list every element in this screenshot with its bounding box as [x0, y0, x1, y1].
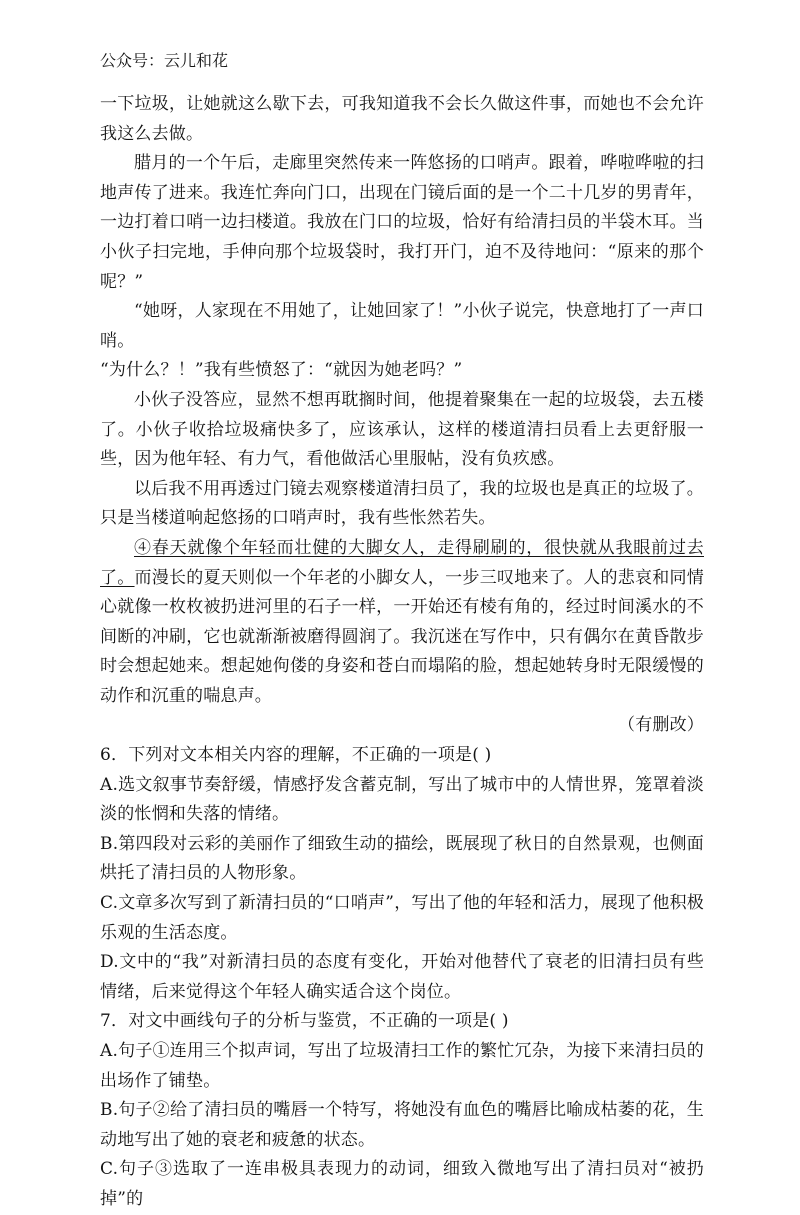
- underlined-sentence-4: ④春天就像个年轻而壮健的大脚女人，走得刷刷的，很快就从我眼前过去了。: [100, 537, 704, 588]
- passage-paragraph-6: [100, 534, 704, 712]
- passage-paragraph-3a: “她呀，人家现在不用她了，让她回家了！”小伙子说完，快意地打了一声口哨。: [100, 301, 704, 351]
- question-7-option-a: A.句子①连用三个拟声词，写出了垃圾清扫工作的繁忙冗杂，为接下来清扫员的出场作了铺垫。: [100, 1041, 704, 1091]
- passage-paragraph-5: 以后我不用再透过门镜去观察楼道清扫员了，我的垃圾也是真正的垃圾了。只是当楼道响起悠扬的口哨声时，我有些怅然若失。: [100, 478, 704, 529]
- passage-paragraph-1: 一下垃圾，让她就这么歇下去，可我知道我不会长久做这件事，而她也不会允许我这么去做。: [100, 94, 704, 144]
- adaptation-note: （有删改）: [618, 715, 704, 736]
- question-7-option-c: C.句子③选取了一连串极具表现力的动词，细致入微地写出了清扫员对“被扔掉”的: [100, 1159, 704, 1209]
- question-7-option-b: B.句子②给了清扫员的嘴唇一个特写，将她没有血色的嘴唇比喻成枯萎的花，生动地写出了她的衰老和疲惫的状态。: [100, 1100, 704, 1150]
- question-6-stem: 6．下列对文本相关内容的理解，不正确的一项是( ): [100, 745, 492, 766]
- page-header: 公众号：云儿和花: [100, 51, 229, 70]
- question-6-option-b: B.第四段对云彩的美丽作了细致生动的描绘，既展现了秋日的自然景观，也侧面烘托了清扫员的人物形象。: [100, 833, 704, 884]
- question-6-option-d: D.文中的“我”对新清扫员的态度有变化，开始对他替代了衰老的旧清扫员有些情绪，后来觉得这个年轻人确实适合这个岗位。: [100, 952, 704, 1002]
- question-6-option-c: C.文章多次写到了新清扫员的“口哨声”，写出了他的年轻和活力，展现了他积极乐观的生活态度。: [100, 893, 704, 943]
- passage-paragraph-4: 小伙子没答应，显然不想再耽搁时间，他提着聚集在一起的垃圾袋，去五楼了。小伙子收拾垃圾痛快多了，应该承认，这样的楼道清扫员看上去更舒服一些，因为他年轻、有力气，看他做活心里服帖，没有负疚感。: [100, 389, 704, 470]
- paragraph-6-rest: 而漫长的夏天则似一个年老的小脚女人，一步三叹地来了。人的悲哀和同情心就像一枚枚被扔进河里的石子一样，一开始还有棱有角的，经过时间溪水的不间断的冲刷，它也就渐渐被磨得圆润了。我沉迷在写作中，只有偶尔在黄昏散步时会想起她来。想起她佝偻的身姿和苍白而塌陷的脸，想起她转身时无限缓慢的动作和沉重的喘息声。: [100, 567, 704, 706]
- document-body: [100, 90, 704, 1215]
- passage-paragraph-3b: “为什么？！”我有些愤怒了：“就因为她老吗？”: [100, 360, 463, 381]
- question-7-stem: 7．对文中画线句子的分析与鉴赏，不正确的一项是( ): [100, 1011, 509, 1032]
- question-6-option-a: A.选文叙事节奏舒缓，情感抒发含蓄克制，写出了城市中的人情世界，笼罩着淡淡的怅惘和失落的情绪。: [100, 774, 704, 825]
- passage-paragraph-2: 腊月的一个午后，走廊里突然传来一阵悠扬的口哨声。跟着，哗啦哗啦的扫地声传了进来。我连忙奔向门口，出现在门镜后面的是一个二十几岁的男青年，一边打着口哨一边扫楼道。我放在门口的垃圾，恰好有给清扫员的半袋木耳。当小伙子扫完地，手伸向那个垃圾袋时，我打开门，迫不及待地问：“原来的那个呢？”: [100, 153, 704, 292]
